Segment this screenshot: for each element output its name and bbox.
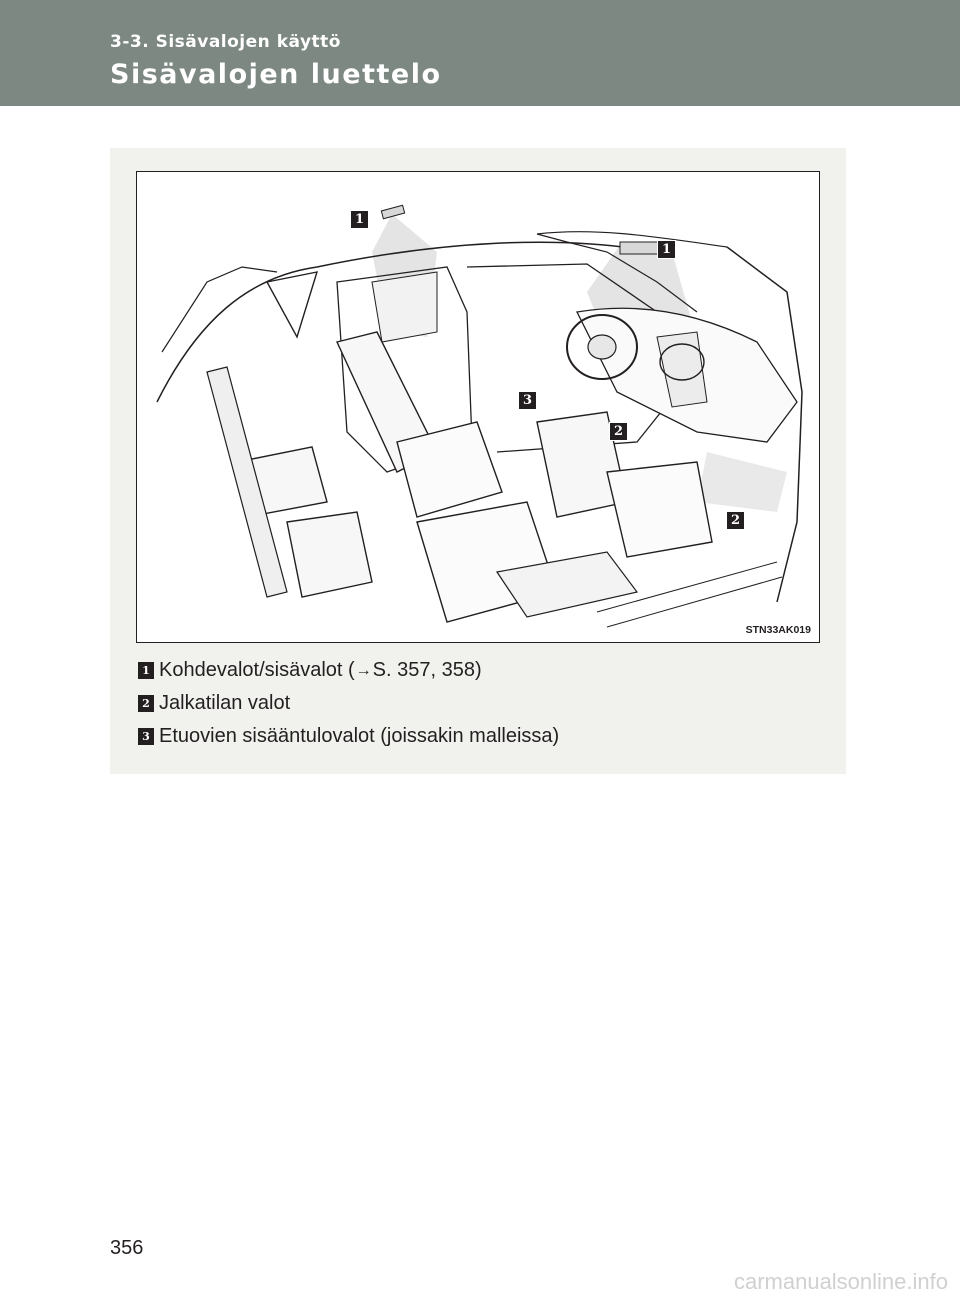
legend-text: Jalkatilan valot xyxy=(159,692,291,714)
legend-item xyxy=(138,687,559,720)
callout-marker: 2 xyxy=(609,422,628,441)
callout-marker: 3 xyxy=(518,391,537,410)
car-interior-drawing xyxy=(137,172,820,643)
watermark: carmanualsonline.info xyxy=(733,1269,948,1294)
legend-item xyxy=(138,654,559,687)
callout-marker: 2 xyxy=(726,511,745,530)
legend-text: Etuovien sisääntulovalot (joissakin malleissa) xyxy=(159,725,560,747)
car-interior-illustration xyxy=(136,171,820,643)
light-cone-footwell xyxy=(697,452,787,512)
legend-number: 2 xyxy=(138,695,154,712)
legend-text: Kohdevalot/sisävalot ( xyxy=(159,659,355,681)
legend-number: 3 xyxy=(138,728,154,745)
callout-marker: 1 xyxy=(350,210,369,229)
section-label: 3-3. Sisävalojen käyttö xyxy=(110,32,341,52)
page-number: 356 xyxy=(110,1237,144,1259)
figure-code: STN33AK019 xyxy=(745,624,811,636)
legend-list xyxy=(138,654,559,753)
arrow-icon: → xyxy=(355,661,372,679)
page-title: Sisävalojen luettelo xyxy=(110,59,442,90)
legend-number: 1 xyxy=(138,662,154,679)
chapter-header xyxy=(0,0,960,106)
legend-page-ref[interactable]: S. 357, 358) xyxy=(372,659,482,681)
callout-marker: 1 xyxy=(657,240,676,259)
legend-item xyxy=(138,720,559,753)
